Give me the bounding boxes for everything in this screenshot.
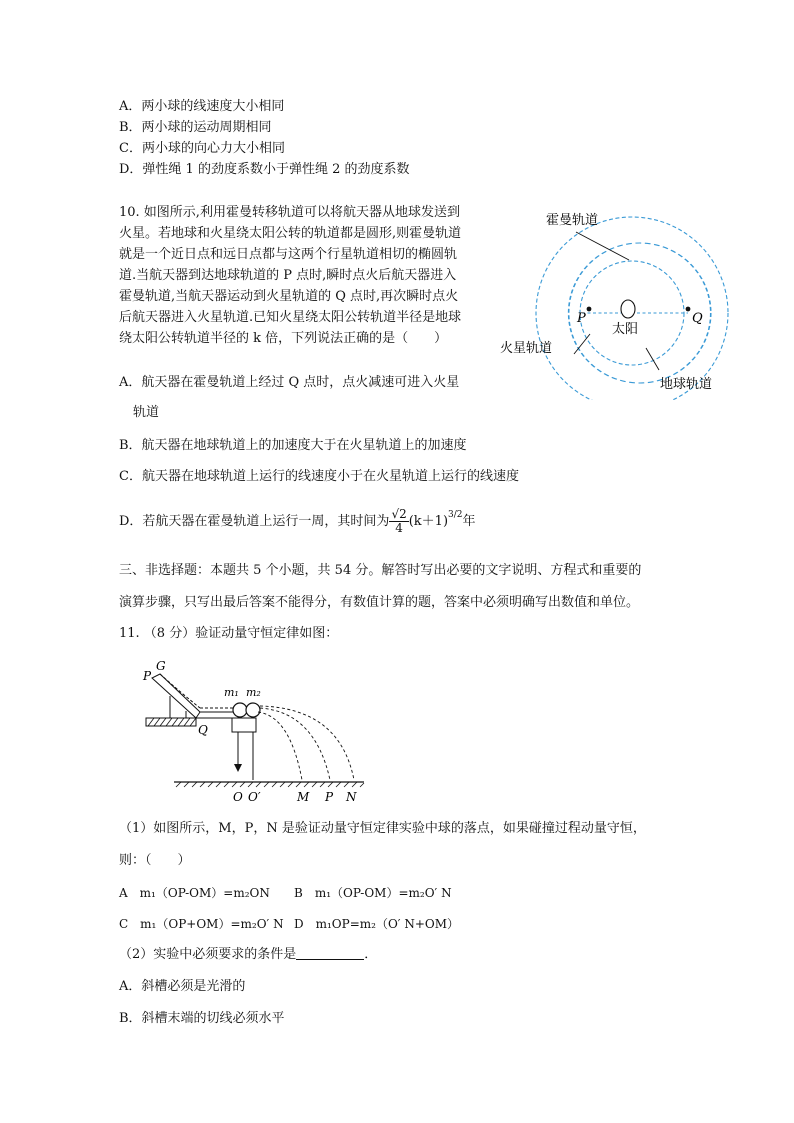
q10-option-d-exponent: 3/2 [448,510,463,520]
sun-icon [621,300,635,318]
exp-label-m2: m₂ [246,686,261,699]
exp-label-P: P [325,790,334,804]
exp-label-O-prime: O′ [248,790,261,804]
label-mars: 火星轨道 [500,341,553,356]
q11-sub1-option-c: C m₁（OP+OM）=m₂O′ N [119,917,284,931]
q9-option-c: C．两小球的向心力大小相同 [119,141,285,156]
fraction-denominator: 4 [395,521,403,535]
q10-option-b: B．航天器在地球轨道上的加速度大于在火星轨道上的加速度 [119,438,467,453]
exp-label-m1: m₁ [224,686,239,699]
exp-label-N: N [346,790,357,804]
q9-option-d: D．弹性绳 1 的劲度系数小于弹性绳 2 的劲度系数 [119,162,410,177]
q10-stem-line-4: 道.当航天器到达地球轨道的 P 点时,瞬时点火后航天器进入 [119,268,457,283]
q11-sub2 [119,947,377,963]
momentum-experiment-figure [140,656,370,806]
q10-option-c: C．航天器在地球轨道上运行的线速度小于在火星轨道上运行的线速度 [119,469,519,484]
answer-blank[interactable] [296,947,364,960]
q11-sub1-line-2: 则：（ ） [119,853,191,868]
q11-sub1-option-b: B m₁（OP-OM）=m₂O′ N [294,886,452,900]
q10-option-a-line-2: 轨道 [133,405,160,420]
q11-sub1-option-a: A m₁（OP-OM）=m₂ON [119,886,270,900]
q10-stem-line-7: 绕太阳公转轨道半径的 k 倍，下列说法正确的是（ ） [119,331,448,346]
ball-m1 [233,703,247,717]
q10-option-a-line-1: A．航天器在霍曼轨道上经过 Q 点时，点火减速可进入火星 [119,375,460,390]
q10-stem-line-3: 就是一个近日点和远日点都与这两个行星轨道相切的椭圆轨 [119,247,458,262]
section3-line-2: 演算步骤，只写出最后答案不能得分，有数值计算的题，答案中必须明确写出数值和单位。 [119,595,640,610]
q10-stem-line-5: 霍曼轨道,当航天器运动到火星轨道的 Q 点时,再次瞬时点火 [119,289,459,304]
q11-sub2-text: （2）实验中必须要求的条件是 [119,947,297,962]
label-Q: Q [692,311,703,326]
q11-sub2-option-a: A．斜槽必须是光滑的 [119,979,246,994]
q11-sub2-end: ． [364,947,378,962]
label-earth: 地球轨道 [660,377,713,392]
label-hohmann: 霍曼轨道 [546,213,599,228]
q11-sub1-option-d: D m₁OP=m₂（O′ N+OM） [294,917,460,931]
q10-option-d-base: (k＋1) [408,514,449,529]
exp-label-G: G [156,659,166,673]
q11-title: 11. （8 分）验证动量守恒定律如图： [119,626,339,641]
q10-stem-line-2: 火星。若地球和火星绕太阳公转的轨道都是圆形,则霍曼轨道 [119,226,462,241]
q10-option-d [119,502,476,542]
label-sun: 太阳 [612,322,639,337]
exp-label-O: O [233,790,243,804]
exp-label-P-top: P [143,669,152,683]
q10-option-d-suffix: 年 [462,514,476,529]
ball-m2 [246,703,260,717]
section3-line-1: 三、非选择题：本题共 5 个小题，共 54 分。解答时写出必要的文字说明、方程式和重要的 [119,563,642,578]
q9-option-a: A．两小球的线速度大小相同 [119,99,285,114]
q11-sub2-option-b: B．斜槽末端的切线必须水平 [119,1011,285,1026]
q11-sub1-line-1: （1）如图所示，M，P，N 是验证动量守恒定律实验中球的落点，如果碰撞过程动量守恒， [119,821,646,836]
exp-label-M: M [297,790,310,804]
q10-stem-line-1: 10. 如图所示,利用霍曼转移轨道可以将航天器从地球发送到 [119,205,460,220]
label-P: P [577,311,586,326]
q10-stem-line-6: 后航天器进入火星轨道.已知火星绕太阳公转轨道半径是地球 [119,310,462,325]
point-Q [686,307,691,312]
point-P [587,307,592,312]
q9-option-b: B．两小球的运动周期相同 [119,120,272,135]
q10-option-d-prefix: D．若航天器在霍曼轨道上运行一周，其时间为 [119,514,390,529]
hohmann-orbit-figure [494,200,734,400]
q10-option-d-fraction [389,508,408,535]
exp-label-Q: Q [198,723,208,737]
fraction-numerator: √2 [391,507,407,521]
